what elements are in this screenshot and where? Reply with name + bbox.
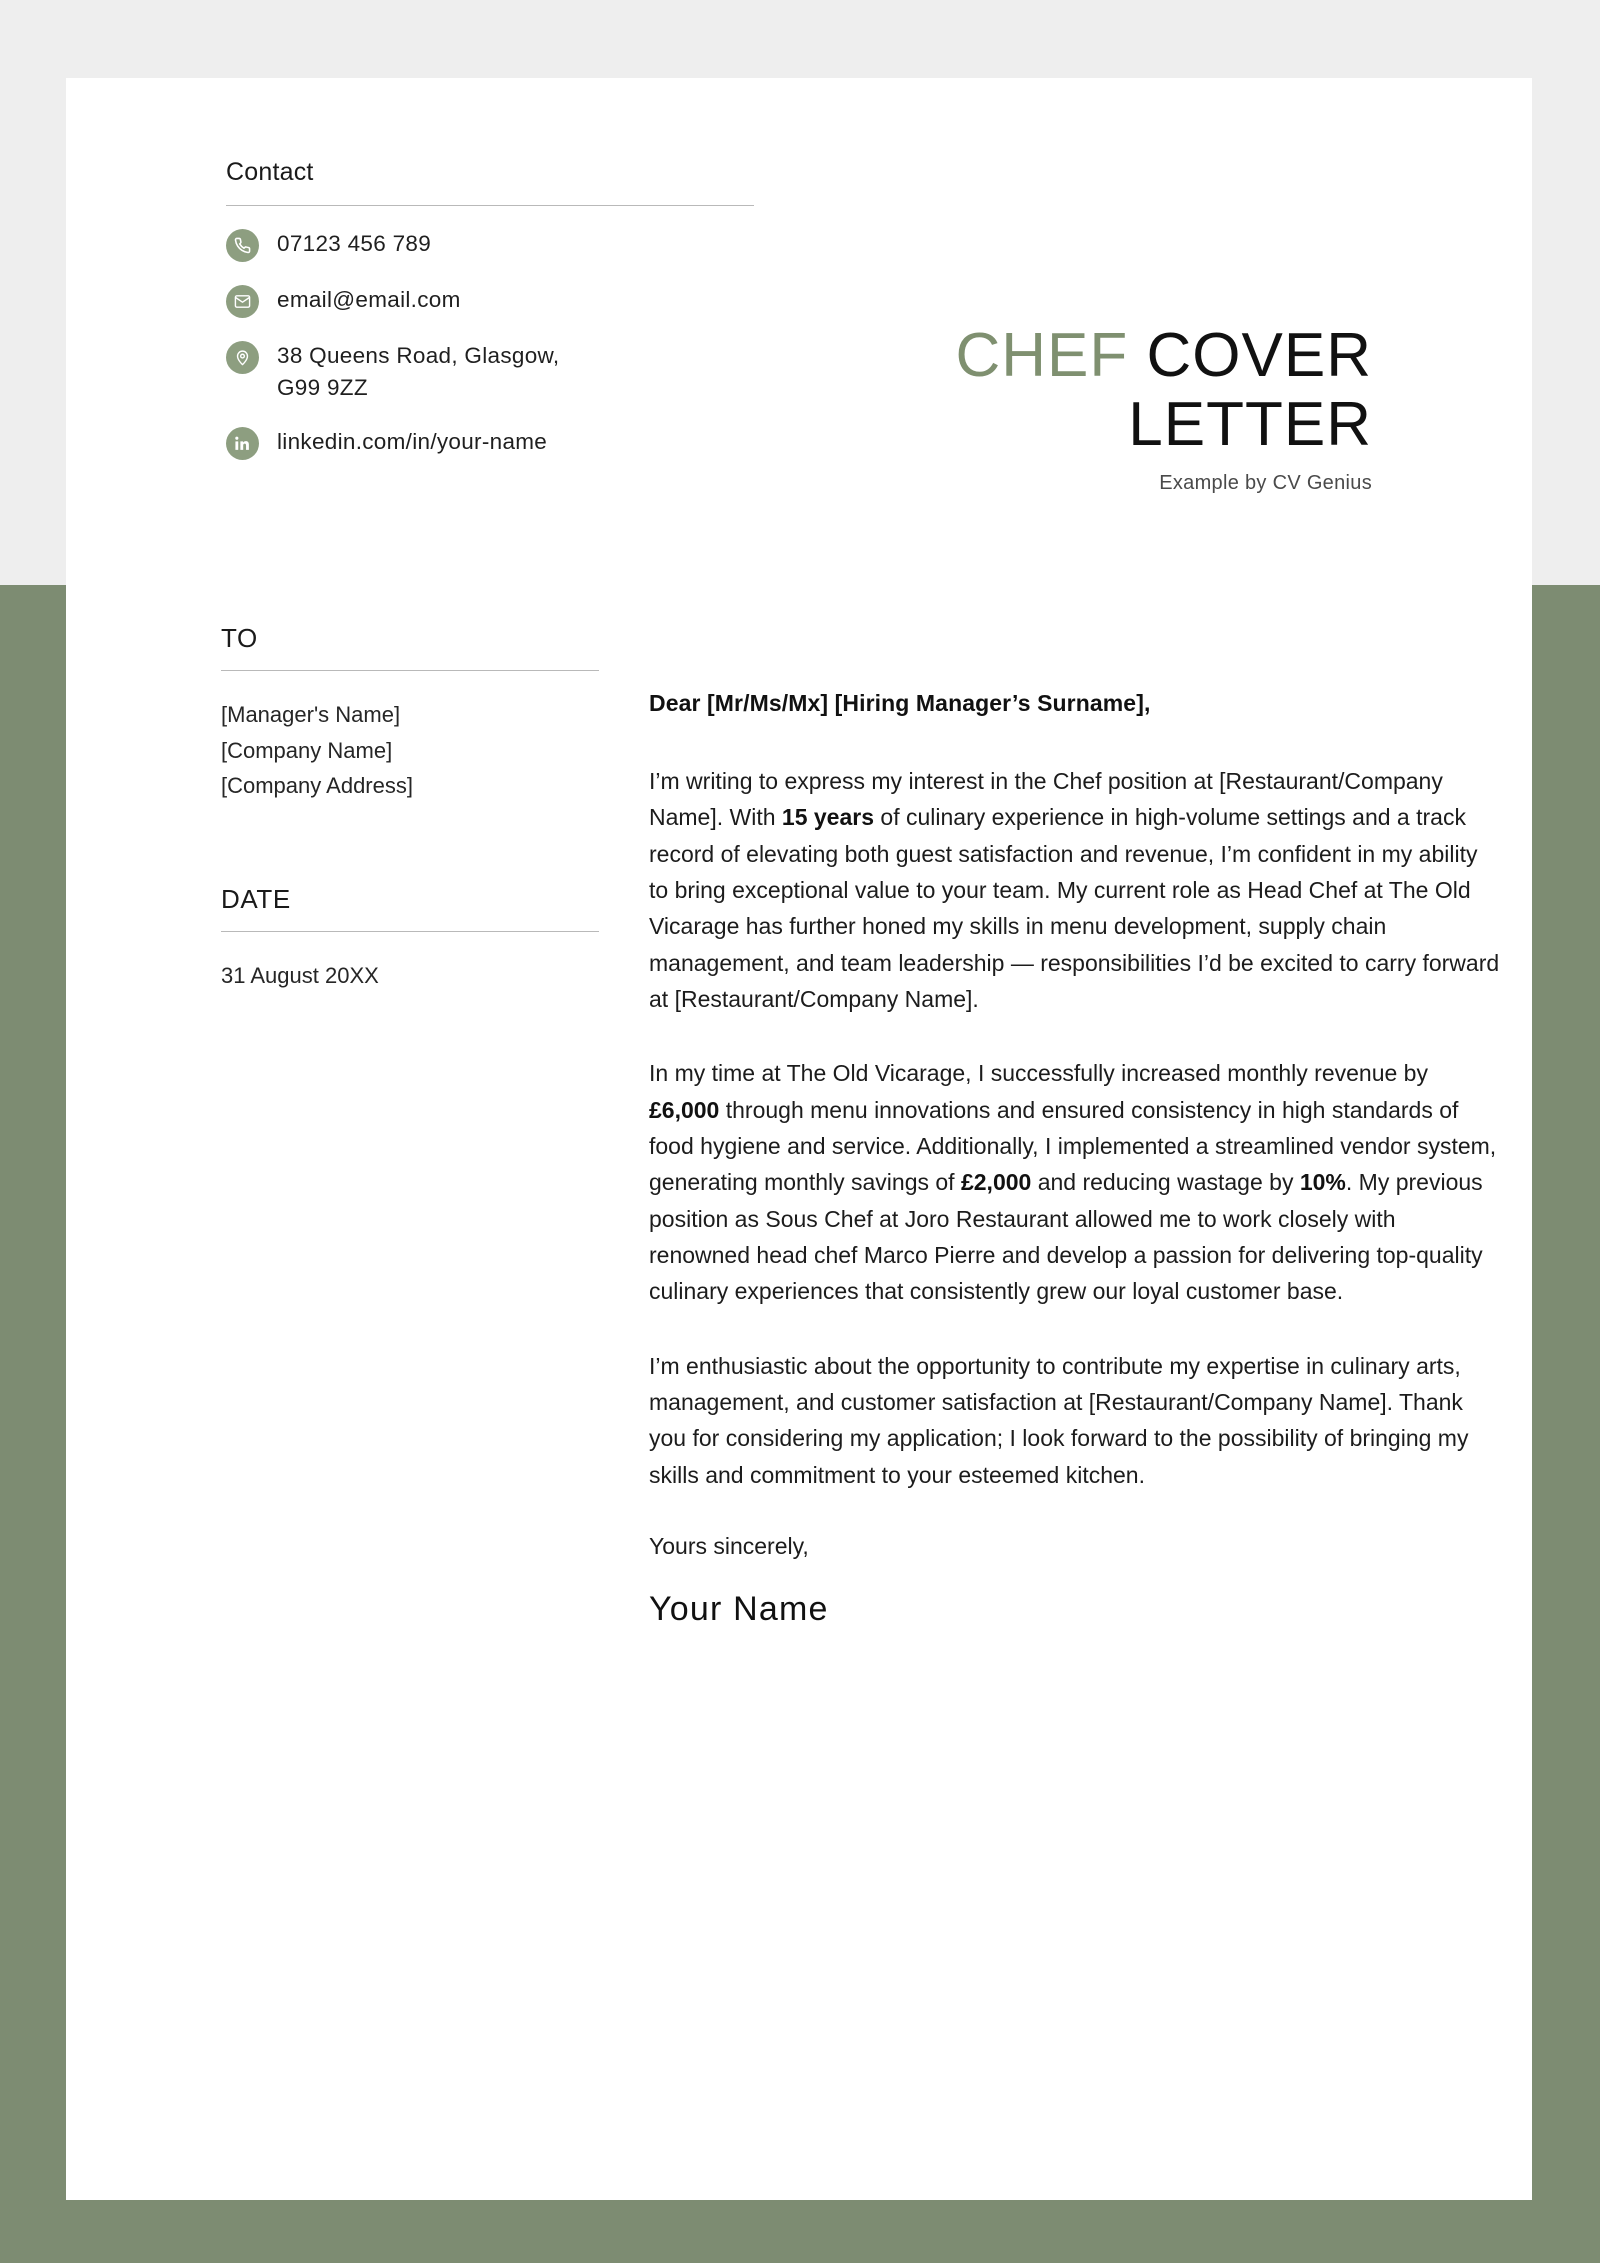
linkedin-icon — [226, 427, 259, 460]
date-label: DATE — [221, 883, 291, 914]
signature-name: Your Name — [649, 1589, 829, 1628]
p2-part-a: In my time at The Old Vicarage, I successfully increased monthly revenue by — [649, 1060, 1428, 1087]
contact-phone-text: 07123 456 789 — [277, 231, 432, 256]
to-label: TO — [221, 623, 258, 653]
date-value: 31 August 20XX — [221, 962, 379, 988]
p1-highlight-years: 15 years — [781, 804, 875, 831]
contact-item-phone — [226, 228, 766, 262]
document-title-block — [612, 321, 1372, 495]
p2-highlight-wastage: 10% — [1299, 1169, 1346, 1196]
p2-highlight-revenue: £6,000 — [649, 1096, 720, 1123]
cover-letter-page — [66, 78, 1532, 2200]
to-divider — [221, 670, 599, 671]
phone-icon — [226, 229, 259, 262]
title-accent-word: CHEF — [955, 321, 1129, 390]
recipient-block — [221, 697, 621, 804]
p2-part-c: through menu innovations and ensured consistency in high standards of food hygiene and service. Additionally, I implemented a streamlined vendor system, generating monthly savings of — [649, 1096, 1497, 1196]
title-line-1-rest: COVER — [1128, 321, 1372, 390]
contact-address-line2: G99 9ZZ — [277, 374, 368, 400]
signoff-text: Yours sincerely, — [649, 1532, 809, 1559]
contact-email-text: email@email.com — [277, 287, 461, 312]
contact-divider — [226, 205, 754, 206]
contact-heading: Contact — [226, 158, 314, 186]
p2-part-g: . My previous position as Sous Chef at Joro Restaurant allowed me to work closely with renowned head chef Marco Pierre and develop a passion for delivering top-quality culinary experiences that consistently grew our loyal customer base. — [649, 1169, 1483, 1305]
contact-item-email — [226, 284, 766, 318]
date-divider — [221, 931, 599, 932]
paragraph-2 — [649, 1055, 1501, 1309]
contact-address-text — [277, 340, 559, 404]
p1-part-a: I’m writing to express my interest in the Chef position at [Restaurant/Company Name]. With — [649, 768, 1443, 831]
left-column — [221, 623, 621, 994]
p2-highlight-savings: £2,000 — [960, 1169, 1032, 1196]
recipient-company: [Company Name] — [221, 737, 393, 763]
salutation: Dear [Mr/Ms/Mx] [Hiring Manager’s Surname], — [649, 690, 1151, 716]
letter-body — [649, 690, 1501, 1629]
paragraph-1 — [649, 763, 1501, 1017]
title-subtitle: Example by CV Genius — [1159, 471, 1372, 494]
contact-address-line1: 38 Queens Road, Glasgow, — [277, 343, 560, 368]
email-icon — [226, 285, 259, 318]
p2-part-e: and reducing wastage by — [1031, 1169, 1300, 1196]
p1-part-c: of culinary experience in high-volume settings and a track record of elevating both guest satisfaction and revenue, I’m confident in my ability to bring exceptional value to your team. My current role as Head Chef at The Old Vicarage has further honed my skills in menu development, supply chain management, and team leadership — responsibilities I’d be excited to carry forward at [Restaurant/Company Name]. — [649, 804, 1500, 1012]
recipient-address: [Company Address] — [221, 773, 413, 799]
location-pin-icon — [226, 341, 259, 374]
title-line-1 — [612, 321, 1372, 390]
spacer — [221, 804, 621, 884]
recipient-name: [Manager's Name] — [221, 702, 401, 727]
paragraph-3: I’m enthusiastic about the opportunity to contribute my expertise in culinary arts, management, and customer satisfaction at [Restaurant/Company Name]. Thank you for considering my application; I look forward to the possibility of bringing my skills and commitment to your esteemed kitchen. — [649, 1352, 1469, 1488]
contact-linkedin-text: linkedin.com/in/your-name — [277, 428, 548, 454]
title-line-2: LETTER — [1128, 390, 1372, 460]
